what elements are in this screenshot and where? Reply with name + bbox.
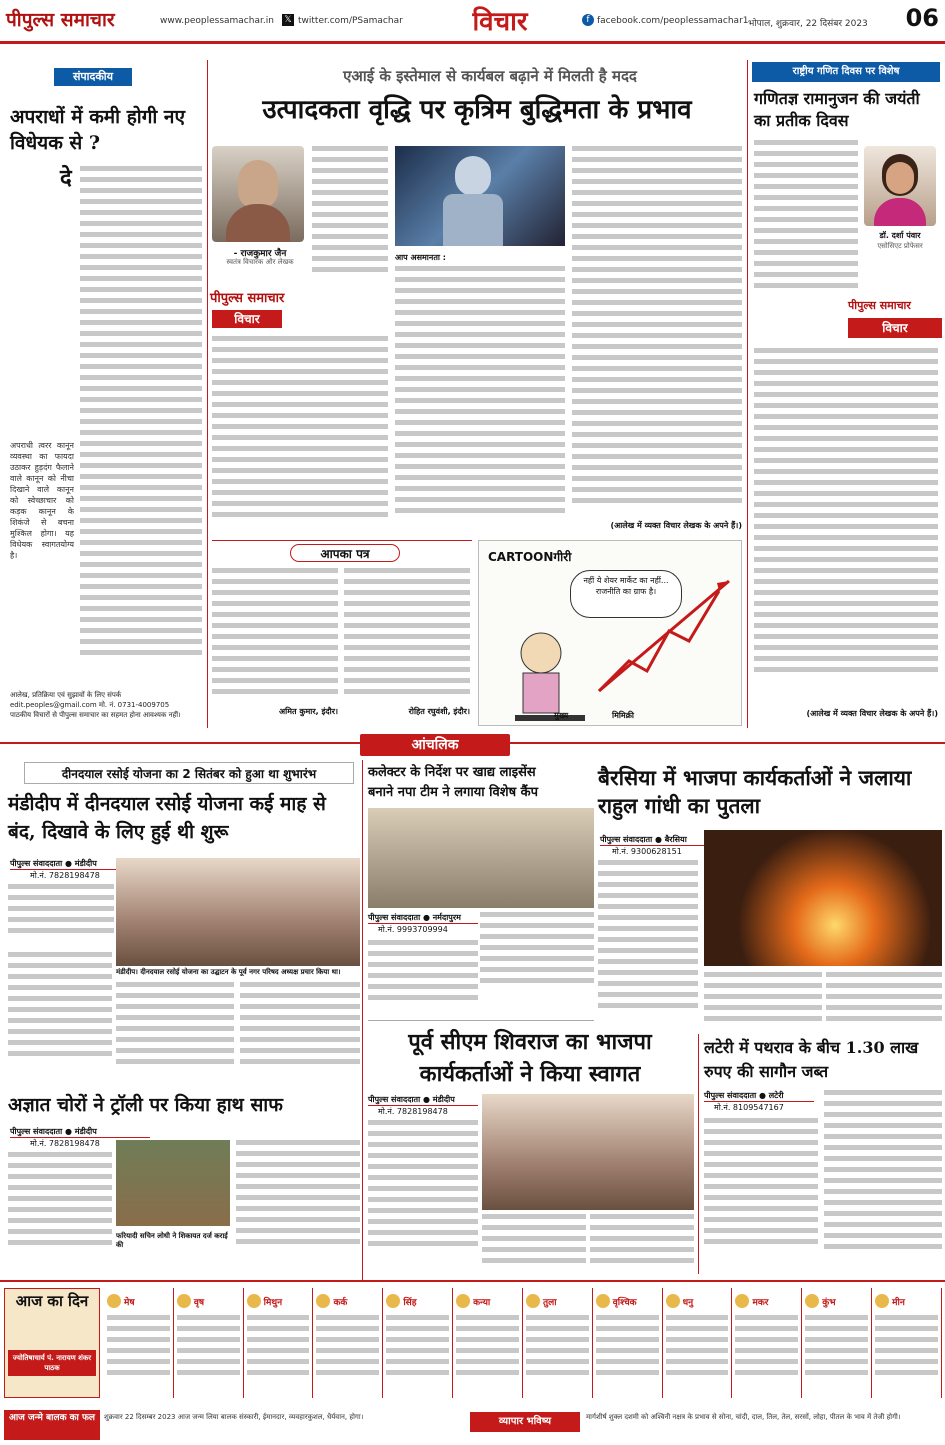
rashi-cell xyxy=(244,1288,314,1398)
rashi-text-line xyxy=(107,1326,170,1331)
website-link[interactable]: www.peoplessamachar.in xyxy=(160,16,274,26)
zodiac-icon xyxy=(177,1294,191,1308)
rashi-text-line xyxy=(875,1315,938,1320)
rashi-text-line xyxy=(805,1370,868,1375)
rashi-name: कुंभ xyxy=(822,1298,836,1308)
story1-body-a xyxy=(8,884,114,944)
section-title: विचार xyxy=(472,7,528,37)
zodiac-icon xyxy=(456,1294,470,1308)
sidebar-divider xyxy=(747,60,748,728)
rashi-name: तुला xyxy=(542,1298,557,1308)
story6-phone: मो.नं. 8109547167 xyxy=(714,1103,784,1112)
rashi-text-line xyxy=(596,1315,659,1320)
story1-phone: मो.नं. 7828198478 xyxy=(30,871,100,880)
story4-body-c xyxy=(590,1214,694,1270)
story1-body-c xyxy=(116,982,234,1072)
rashi-cell xyxy=(104,1288,174,1398)
story5-caption: फरियादी सचिन लोधी ने शिकायत दर्ज कराई की xyxy=(116,1232,228,1249)
rashi-text-line xyxy=(875,1359,938,1364)
rashi-text-line xyxy=(735,1370,798,1375)
rashi-text-line xyxy=(316,1337,379,1342)
editorial-pullquote: अपराधी त्वरर कानून व्यवस्था का फायदा उठाकर हुड़दंग फैलाने वाले कानून को नीचा दिखाने वाले कानून को स्वेच्छाचार को कड़क कानून के शिकंजे से बचना मुश्किल होगा। यह विधेयक स्वागतयोग्य है। xyxy=(10,441,74,560)
story3-byline: पीपुल्स संवाददाता ● बैरसिया xyxy=(600,834,710,846)
zodiac-icon xyxy=(386,1294,400,1308)
rashi-cell xyxy=(174,1288,244,1398)
facebook-link[interactable]: facebook.com/peoplessamachar1 xyxy=(597,16,749,26)
rashi-name: कर्क xyxy=(333,1298,348,1308)
rashi-cell xyxy=(383,1288,453,1398)
zodiac-icon xyxy=(666,1294,680,1308)
story4-body-a xyxy=(368,1120,478,1270)
letters-title: आपका पत्र xyxy=(290,544,400,562)
rashi-name: कन्या xyxy=(473,1298,491,1308)
sidebar-end-note: (आलेख में व्यक्त विचार लेखक के अपने हैं।) xyxy=(806,709,938,718)
rashi-text-line xyxy=(107,1315,170,1320)
rashi-name: सिंह xyxy=(403,1298,417,1308)
zodiac-icon xyxy=(805,1294,819,1308)
story3-body-c xyxy=(826,972,942,1032)
story1-body-d xyxy=(240,982,360,1072)
main-brand-tag: विचार xyxy=(212,310,282,328)
rashi-text-line xyxy=(805,1348,868,1353)
main-body-col-2 xyxy=(395,266,565,536)
rashi-text-line xyxy=(526,1359,589,1364)
main-end-note: (आलेख में व्यक्त विचार लेखक के अपने हैं।) xyxy=(610,521,742,530)
story2-kicker: कलेक्टर के निर्देश पर खाद्य लाइसेंस xyxy=(368,765,536,780)
rashi-text-line xyxy=(526,1315,589,1320)
rashi-text-line xyxy=(526,1337,589,1342)
story2-body-a xyxy=(480,912,594,1002)
horoscope-signs xyxy=(104,1288,942,1398)
rashi-name: मेष xyxy=(124,1298,135,1308)
rashi-cell xyxy=(802,1288,872,1398)
robot-photo xyxy=(395,146,565,246)
rashi-name: मीन xyxy=(892,1298,905,1308)
rashi-cell xyxy=(453,1288,523,1398)
cartoon-panel xyxy=(478,540,742,726)
rashi-text-line xyxy=(247,1348,310,1353)
rashi-text-line xyxy=(735,1326,798,1331)
main-photo-caption: आप असमानता : xyxy=(395,253,446,262)
rashi-text-line xyxy=(386,1348,449,1353)
rashi-cell xyxy=(732,1288,802,1398)
rashi-cell xyxy=(663,1288,733,1398)
story3-body-b xyxy=(704,972,822,1032)
rashi-text-line xyxy=(247,1326,310,1331)
story6-body-a xyxy=(704,1118,818,1268)
story1-byline: पीपुल्स संवाददाता ● मंडीदीप xyxy=(10,858,150,870)
rashi-text-line xyxy=(386,1370,449,1375)
rashi-name: मिथुन xyxy=(263,1298,283,1308)
story6-body-b xyxy=(824,1090,942,1268)
rashi-name: वृष xyxy=(193,1298,205,1308)
main-body-col-1a xyxy=(312,146,388,286)
rashi-text-line xyxy=(316,1315,379,1320)
facebook-icon: f xyxy=(582,14,594,26)
letter-1-signature: अमित कुमार, इंदौर। xyxy=(279,707,338,716)
story5-phone: मो.नं. 7828198478 xyxy=(30,1139,100,1148)
rashi-text-line xyxy=(107,1370,170,1375)
story2-rule xyxy=(368,1020,594,1021)
letter-2-body xyxy=(344,568,470,698)
rashi-text-line xyxy=(316,1326,379,1331)
x-icon: 𝕏 xyxy=(282,14,294,26)
rashi-text-line xyxy=(875,1326,938,1331)
rashi-text-line xyxy=(316,1359,379,1364)
story2-headline: बनाने नपा टीम ने लगाया विशेष कैंप xyxy=(368,785,538,800)
rashi-text-line xyxy=(875,1337,938,1342)
editorial-body xyxy=(80,166,202,686)
zodiac-icon xyxy=(316,1294,330,1308)
editorial-contact-label: आलेख, प्रतिक्रिया एवं सुझावों के लिए संपर्क xyxy=(10,691,122,699)
rashi-text-line xyxy=(386,1337,449,1342)
rashi-text-line xyxy=(735,1348,798,1353)
zodiac-icon xyxy=(735,1294,749,1308)
rashi-text-line xyxy=(805,1326,868,1331)
letters-rule xyxy=(212,540,472,541)
rashi-text-line xyxy=(805,1337,868,1342)
story2-byline: पीपुल्स संवाददाता ● नर्मदापुरम xyxy=(368,912,478,924)
story3-photo xyxy=(704,830,942,966)
rashi-text-line xyxy=(456,1337,519,1342)
story3-body-a xyxy=(598,860,698,1030)
story1-photo xyxy=(116,858,360,966)
rashi-text-line xyxy=(596,1348,659,1353)
story3-phone: मो.नं. 9300628151 xyxy=(612,847,682,856)
rashi-cell xyxy=(313,1288,383,1398)
story6-byline: पीपुल्स संवाददाता ● लटेरी xyxy=(704,1090,814,1102)
rashi-text-line xyxy=(456,1348,519,1353)
rashi-text-line xyxy=(735,1315,798,1320)
rashi-name: मकर xyxy=(752,1298,769,1308)
main-kicker: एआई के इस्तेमाल से कार्यबल बढ़ाने में मिलती है मदद xyxy=(343,67,637,85)
cartoon-title: CARTOONगीरी xyxy=(488,550,572,564)
rashi-name: धनु xyxy=(682,1298,694,1308)
rashi-name: वृश्चिक xyxy=(612,1298,637,1308)
rashi-text-line xyxy=(456,1359,519,1364)
cartoon-label-2: मिमिक्री xyxy=(612,711,634,720)
rashi-text-line xyxy=(386,1315,449,1320)
rashi-text-line xyxy=(596,1359,659,1364)
zodiac-icon xyxy=(875,1294,889,1308)
dateline: भोपाल, शुक्रवार, 22 दिसंबर 2023 xyxy=(748,19,868,29)
rashi-text-line xyxy=(177,1315,240,1320)
cartoon-label-1: मुख्य xyxy=(554,711,569,720)
rashi-text-line xyxy=(596,1326,659,1331)
zodiac-icon xyxy=(247,1294,261,1308)
rashi-text-line xyxy=(247,1370,310,1375)
regional-divider-2 xyxy=(698,1034,699,1274)
rashi-text-line xyxy=(316,1370,379,1375)
cartoon-drawing xyxy=(479,541,743,727)
rashi-text-line xyxy=(177,1348,240,1353)
rashi-text-line xyxy=(735,1337,798,1342)
main-headline: उत्पादकता वृद्धि पर कृत्रिम बुद्धिमता के प्रभाव xyxy=(262,95,692,125)
author-role: स्वतंत्र विचारक और लेखक xyxy=(226,258,294,266)
rashi-text-line xyxy=(735,1359,798,1364)
birth-label: आज जन्मे बालक का फल xyxy=(4,1410,100,1440)
rashi-text-line xyxy=(526,1348,589,1353)
story5-body-a xyxy=(8,1152,112,1272)
story1-body-b xyxy=(8,952,112,1072)
market-text: मार्गशीर्ष शुक्ल दशमी को अश्विनी नक्षत्र के प्रभाव से सोना, चांदी, दाल, तिल, तेल, सरसों, लोहा, पीतल के भाव में तेजी होगी। xyxy=(586,1413,901,1421)
rashi-text-line xyxy=(666,1315,729,1320)
rashi-text-line xyxy=(805,1315,868,1320)
rashi-text-line xyxy=(596,1370,659,1375)
rashi-text-line xyxy=(107,1359,170,1364)
zodiac-icon xyxy=(596,1294,610,1308)
story4-photo xyxy=(482,1094,694,1210)
rashi-text-line xyxy=(247,1359,310,1364)
masthead-logo[interactable]: पीपुल्स समाचार xyxy=(6,9,115,31)
twitter-link[interactable]: twitter.com/PSamachar xyxy=(298,16,403,26)
author-name: - राजकुमार जैन xyxy=(233,249,287,259)
editorial-dropcap: दे xyxy=(60,165,72,191)
rashi-text-line xyxy=(666,1348,729,1353)
story5-byline: पीपुल्स संवाददाता ● मंडीदीप xyxy=(10,1126,150,1138)
rashi-text-line xyxy=(107,1337,170,1342)
rashi-text-line xyxy=(456,1370,519,1375)
rashi-text-line xyxy=(875,1348,938,1353)
zodiac-icon xyxy=(107,1294,121,1308)
regional-divider-1 xyxy=(362,760,363,1280)
main-brand: पीपुल्स समाचार xyxy=(210,291,285,306)
rashi-text-line xyxy=(666,1359,729,1364)
sidebar-body-bottom xyxy=(754,348,938,698)
sidebar-author-name: डॉ. दर्शा पंवार xyxy=(879,231,921,240)
cartoon-speech-bubble: नहीं ये शेयर मार्केट का नहीं... राजनीति का ग्राफ है। xyxy=(570,570,682,618)
sidebar-author-role: एसोसिएट प्रोफेसर xyxy=(877,242,923,250)
rashi-text-line xyxy=(666,1326,729,1331)
rashi-text-line xyxy=(386,1359,449,1364)
rashi-text-line xyxy=(177,1337,240,1342)
story4-phone: मो.नं. 7828198478 xyxy=(378,1107,448,1116)
letter-2-signature: रोहित रघुवंशी, इंदौर। xyxy=(408,707,470,716)
rashi-text-line xyxy=(247,1315,310,1320)
editorial-headline: अपराधों में कमी होगी नए विधेयक से ? xyxy=(10,106,185,154)
story1-kicker: दीनदयाल रसोई योजना का 2 सितंबर को हुआ था शुभारंभ xyxy=(24,762,354,784)
main-body-col-3 xyxy=(572,146,742,526)
sidebar-brand: पीपुल्स समाचार xyxy=(848,299,911,312)
story2-photo xyxy=(368,808,594,908)
column-divider xyxy=(207,60,208,728)
birth-text: शुक्रवार 22 दिसम्बर 2023 आज जन्म लिया बालक संस्कारी, ईमानदार, व्यवहारकुशल, धैर्यवान, होगा। xyxy=(104,1413,364,1421)
story2-body-b xyxy=(368,940,478,1020)
rashi-text-line xyxy=(596,1337,659,1342)
story4-body-b xyxy=(482,1214,586,1270)
sidebar-body-top xyxy=(754,140,858,300)
story5-body-b xyxy=(236,1140,360,1270)
rashi-cell xyxy=(523,1288,593,1398)
author-photo xyxy=(212,146,304,242)
editorial-tag: संपादकीय xyxy=(54,68,132,86)
market-label: व्यापार भविष्य xyxy=(470,1412,580,1432)
rashi-text-line xyxy=(177,1370,240,1375)
main-body-col-1b xyxy=(212,336,388,536)
rashi-text-line xyxy=(805,1359,868,1364)
story1-headline: मंडीदीप में दीनदयाल रसोई योजना कई माह से बंद, दिखावे के लिए हुई थी शुरू xyxy=(8,793,326,843)
story4-byline: पीपुल्स संवाददाता ● मंडीदीप xyxy=(368,1094,478,1106)
rashi-text-line xyxy=(526,1370,589,1375)
rashi-text-line xyxy=(107,1348,170,1353)
rashi-text-line xyxy=(666,1370,729,1375)
horoscope-rule xyxy=(0,1280,945,1282)
page-number: 06 xyxy=(905,4,939,32)
horoscope-box-title: आज का दिन xyxy=(15,1292,89,1310)
story4-headline: पूर्व सीएम शिवराज का भाजपा कार्यकर्ताओं ने किया स्वागत xyxy=(408,1029,652,1087)
sidebar-brand-tag: विचार xyxy=(848,318,942,338)
rashi-cell xyxy=(593,1288,663,1398)
horoscope-box-astrologer: ज्योतिषाचार्य पं. नारायण शंकर पाठक xyxy=(8,1350,96,1376)
rashi-text-line xyxy=(247,1337,310,1342)
rashi-text-line xyxy=(666,1337,729,1342)
rashi-text-line xyxy=(177,1359,240,1364)
editorial-contact-email[interactable]: edit.peoples@gmail.com मो. नं. 0731-4009705 xyxy=(10,701,170,709)
story5-photo xyxy=(116,1140,230,1226)
editorial-disclaimer: पाठकीय विचारों से पीपुल्स समाचार का सहमत होना आवश्यक नहीं। xyxy=(10,711,181,719)
regional-band-title: आंचलिक xyxy=(360,734,510,756)
rashi-text-line xyxy=(386,1326,449,1331)
rashi-text-line xyxy=(875,1370,938,1375)
story1-caption: मंडीदीप। दीनदयाल रसोई योजना का उद्घाटन के पूर्व नगर परिषद अध्यक्ष प्रचार किया था। xyxy=(116,968,341,976)
sidebar-headline: गणितज्ञ रामानुजन की जयंती का प्रतीक दिवस xyxy=(754,89,920,130)
rashi-cell xyxy=(872,1288,942,1398)
sidebar-author-photo xyxy=(864,146,936,226)
rashi-text-line xyxy=(456,1326,519,1331)
story3-headline: बैरसिया में भाजपा कार्यकर्ताओं ने जलाया राहुल गांधी का पुतला xyxy=(598,765,912,818)
story6-headline: लटेरी में पथराव के बीच 1.30 लाख रुपए की सागौन जब्त xyxy=(704,1038,919,1081)
letter-1-body xyxy=(212,568,338,698)
rashi-text-line xyxy=(456,1315,519,1320)
zodiac-icon xyxy=(526,1294,540,1308)
rashi-text-line xyxy=(316,1348,379,1353)
story5-headline: अज्ञात चोरों ने ट्रॉली पर किया हाथ साफ xyxy=(8,1094,283,1116)
rashi-text-line xyxy=(526,1326,589,1331)
rashi-text-line xyxy=(177,1326,240,1331)
sidebar-tag: राष्ट्रीय गणित दिवस पर विशेष xyxy=(752,62,940,82)
story2-phone: मो.नं. 9993709994 xyxy=(378,925,448,934)
